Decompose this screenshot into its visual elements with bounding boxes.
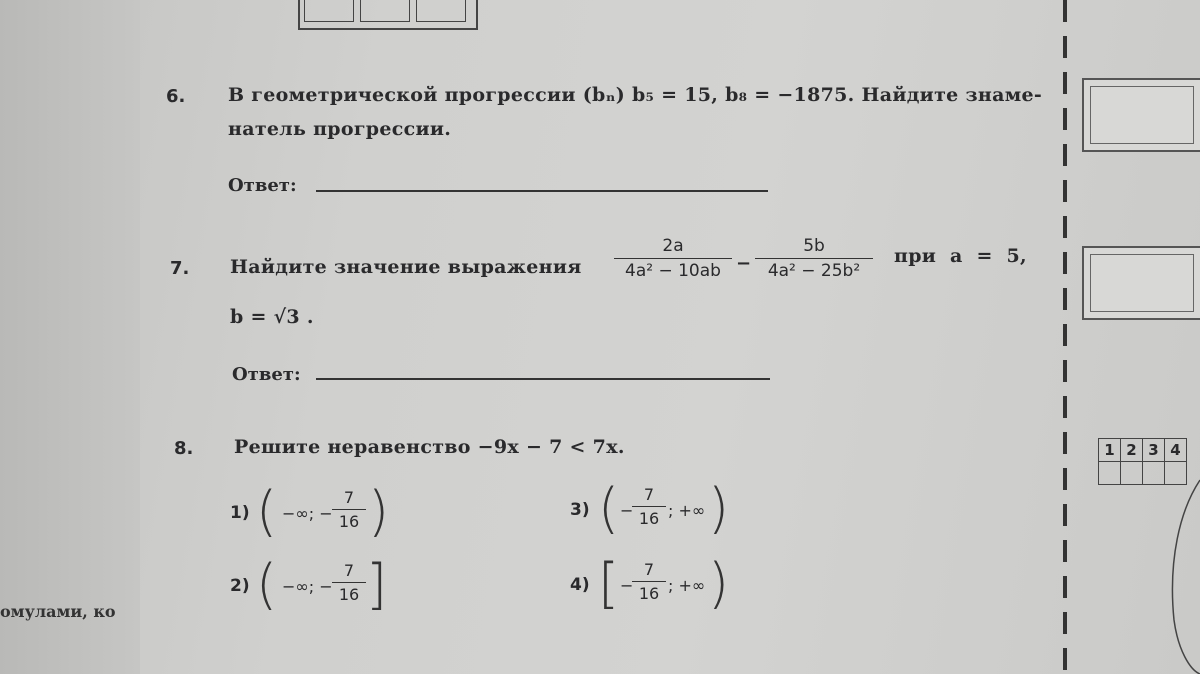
question-7-lead-text: Найдите значение выражения	[230, 256, 582, 278]
question-6-number: 6.	[166, 86, 186, 107]
option-3-fraction	[632, 485, 666, 528]
option-3-numerator: 7	[643, 485, 655, 504]
fraction-2a-numerator: 2a	[662, 236, 684, 256]
close-paren: )	[708, 477, 730, 540]
option-4-fraction	[632, 560, 666, 603]
option-1-pre: −∞; −	[282, 504, 333, 523]
fraction-5b-numerator: 5b	[803, 236, 825, 256]
option-1-fraction	[332, 488, 366, 531]
option-3-pre: −	[620, 501, 634, 520]
question-7-line2: b = √3 .	[230, 306, 314, 328]
fraction-2a	[614, 236, 732, 281]
option-4-label[interactable]: 4)	[570, 575, 590, 595]
open-bracket: [	[598, 552, 620, 615]
question-6-answer-field[interactable]	[316, 190, 768, 192]
option-3-denominator: 16	[638, 509, 660, 528]
option-1-numerator: 7	[343, 488, 355, 507]
close-paren: )	[368, 480, 390, 543]
question-7-number: 7.	[170, 258, 190, 279]
grid-cell: 2	[1121, 439, 1143, 462]
grid-cell: 3	[1143, 439, 1165, 462]
open-paren: (	[256, 553, 278, 616]
option-3-post: ; +∞	[668, 501, 706, 520]
fraction-2a-denominator: 4a² − 10ab	[625, 261, 721, 281]
option-4-numerator: 7	[643, 560, 655, 579]
option-1-label[interactable]: 1)	[230, 503, 250, 523]
question-8-number: 8.	[174, 438, 194, 459]
question-6-answer-label: Ответ:	[228, 175, 297, 196]
option-2-denominator: 16	[338, 585, 360, 604]
open-paren: (	[256, 480, 278, 543]
option-2-pre: −∞; −	[282, 577, 333, 596]
option-4-post: ; +∞	[668, 576, 706, 595]
option-4-denominator: 16	[638, 584, 660, 603]
adjacent-page	[0, 0, 140, 674]
option-1-denominator: 16	[338, 512, 360, 531]
close-bracket: ]	[366, 553, 388, 616]
question-8-text: Решите неравенство −9x − 7 < 7x.	[234, 436, 625, 458]
answer-boxes-top	[298, 0, 478, 30]
grid-cell: 1	[1099, 439, 1121, 462]
question-6-text-line1: В геометрической прогрессии (bₙ) b₅ = 15, b₈ = −1875. Найдите знаме-	[228, 84, 1043, 106]
handwritten-curve	[1160, 470, 1200, 674]
open-paren: (	[598, 477, 620, 540]
minus-sign: −	[736, 253, 752, 274]
answer-box-6[interactable]	[1082, 78, 1200, 152]
question-7-answer-field[interactable]	[316, 378, 770, 380]
question-6-text-line2: натель прогрессии.	[228, 118, 452, 140]
answer-box-7[interactable]	[1082, 246, 1200, 320]
question-7-answer-label: Ответ:	[232, 364, 301, 385]
footer-fragment: омулами, ко	[0, 602, 116, 621]
close-paren: )	[708, 552, 730, 615]
cut-line	[1063, 0, 1067, 674]
grid-cell: 4	[1165, 439, 1187, 462]
grid-answer-cell[interactable]	[1099, 462, 1121, 485]
option-2-label[interactable]: 2)	[230, 576, 250, 596]
option-3-label[interactable]: 3)	[570, 500, 590, 520]
option-2-fraction	[332, 561, 366, 604]
option-4-pre: −	[620, 576, 634, 595]
option-2-numerator: 7	[343, 561, 355, 580]
grid-answer-cell[interactable]	[1121, 462, 1143, 485]
question-7-tail-text: при a = 5,	[894, 245, 1027, 267]
fraction-5b	[755, 236, 873, 281]
fraction-5b-denominator: 4a² − 25b²	[767, 261, 861, 281]
